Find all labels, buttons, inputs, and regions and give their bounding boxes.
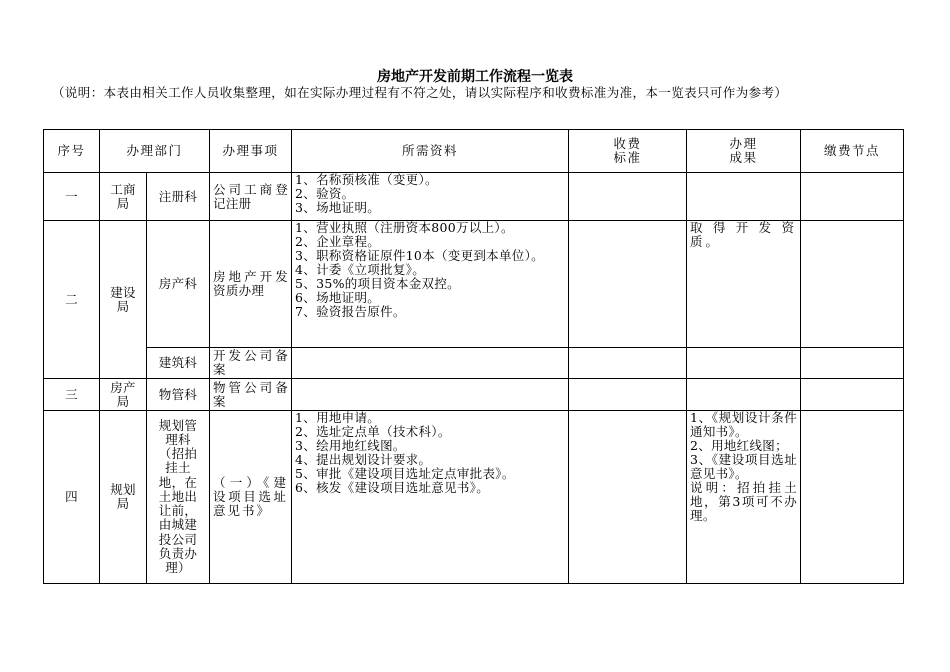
- table-row: [44, 221, 904, 348]
- row-payment: [801, 348, 904, 379]
- header-item: 办理事项: [210, 130, 292, 173]
- row-materials: 1、名称预核准（变更）。 2、验资。 3、场地证明。: [292, 173, 569, 221]
- row-item: 物管公司备案: [210, 379, 292, 411]
- table-row: [44, 173, 904, 221]
- row-materials: [292, 379, 569, 411]
- row-fee: [569, 411, 687, 584]
- row-bureau: 房产 局: [100, 379, 147, 411]
- header-fee: 收费 标准: [569, 130, 687, 173]
- header-dept: 办理部门: [100, 130, 210, 173]
- row-seq: 二: [44, 221, 100, 379]
- header-payment: 缴费节点: [801, 130, 904, 173]
- table-row: [44, 379, 904, 411]
- row-fee: [569, 221, 687, 348]
- row-seq: 一: [44, 173, 100, 221]
- row-bureau: 规划 局: [100, 411, 147, 584]
- row-fee: [569, 379, 687, 411]
- row-section: 规划管 理科 （招拍 挂土 地，在 土地出 让前， 由城建 投公司 负责办 理）: [147, 411, 210, 584]
- row-section: 注册科: [147, 173, 210, 221]
- row-payment: [801, 173, 904, 221]
- header-result: 办理 成果: [687, 130, 801, 173]
- row-materials: [292, 348, 569, 379]
- row-bureau: 工商 局: [100, 173, 147, 221]
- table-row: [44, 348, 904, 379]
- table-row: [44, 411, 904, 584]
- row-item: 房地产开发资质办理: [210, 221, 292, 348]
- row-section: 建筑科: [147, 348, 210, 379]
- row-result: [687, 173, 801, 221]
- row-payment: [801, 411, 904, 584]
- row-section: 物管科: [147, 379, 210, 411]
- workflow-table: [43, 129, 904, 584]
- row-seq: 四: [44, 411, 100, 584]
- row-result: [687, 348, 801, 379]
- row-seq: 三: [44, 379, 100, 411]
- row-payment: [801, 379, 904, 411]
- header-materials: 所需资料: [292, 130, 569, 173]
- explanation-note: （说明：本表由相关工作人员收集整理，如在实际办理过程有不符之处，请以实际程序和收费标准为准，本一览表只可作为参考）: [52, 85, 788, 100]
- row-fee: [569, 348, 687, 379]
- row-result: 1、《规划设计条件通知书》。 2、用地红线图； 3、《建设项目选址意见书》。 说明：招拍挂土地，第3项可不办理。: [687, 411, 801, 584]
- row-section: 房产科: [147, 221, 210, 348]
- row-materials: 1、营业执照（注册资本800万以上）。 2、企业章程。 3、职称资格证原件10本（变更到本单位）。 4、计委《立项批复》。 5、35%的项目资本金双控。 6、场地证明。 7、验资报告原件。: [292, 221, 569, 348]
- row-result: [687, 379, 801, 411]
- page-title: 房地产开发前期工作流程一览表: [377, 69, 573, 85]
- header-seq: 序号: [44, 130, 100, 173]
- header-row: [44, 130, 904, 173]
- row-item: 开发公司备案: [210, 348, 292, 379]
- row-item: （一）《建设项目选址意见书》: [210, 411, 292, 584]
- row-bureau: 建设 局: [100, 221, 147, 379]
- row-materials: 1、用地申请。 2、选址定点单（技术科）。 3、绘用地红线图。 4、提出规划设计要求。 5、审批《建设项目选址定点审批表》。 6、核发《建设项目选址意见书》。: [292, 411, 569, 584]
- row-item: 公司工商登记注册: [210, 173, 292, 221]
- row-payment: [801, 221, 904, 348]
- row-fee: [569, 173, 687, 221]
- row-result: 取得开发资质。: [687, 221, 801, 348]
